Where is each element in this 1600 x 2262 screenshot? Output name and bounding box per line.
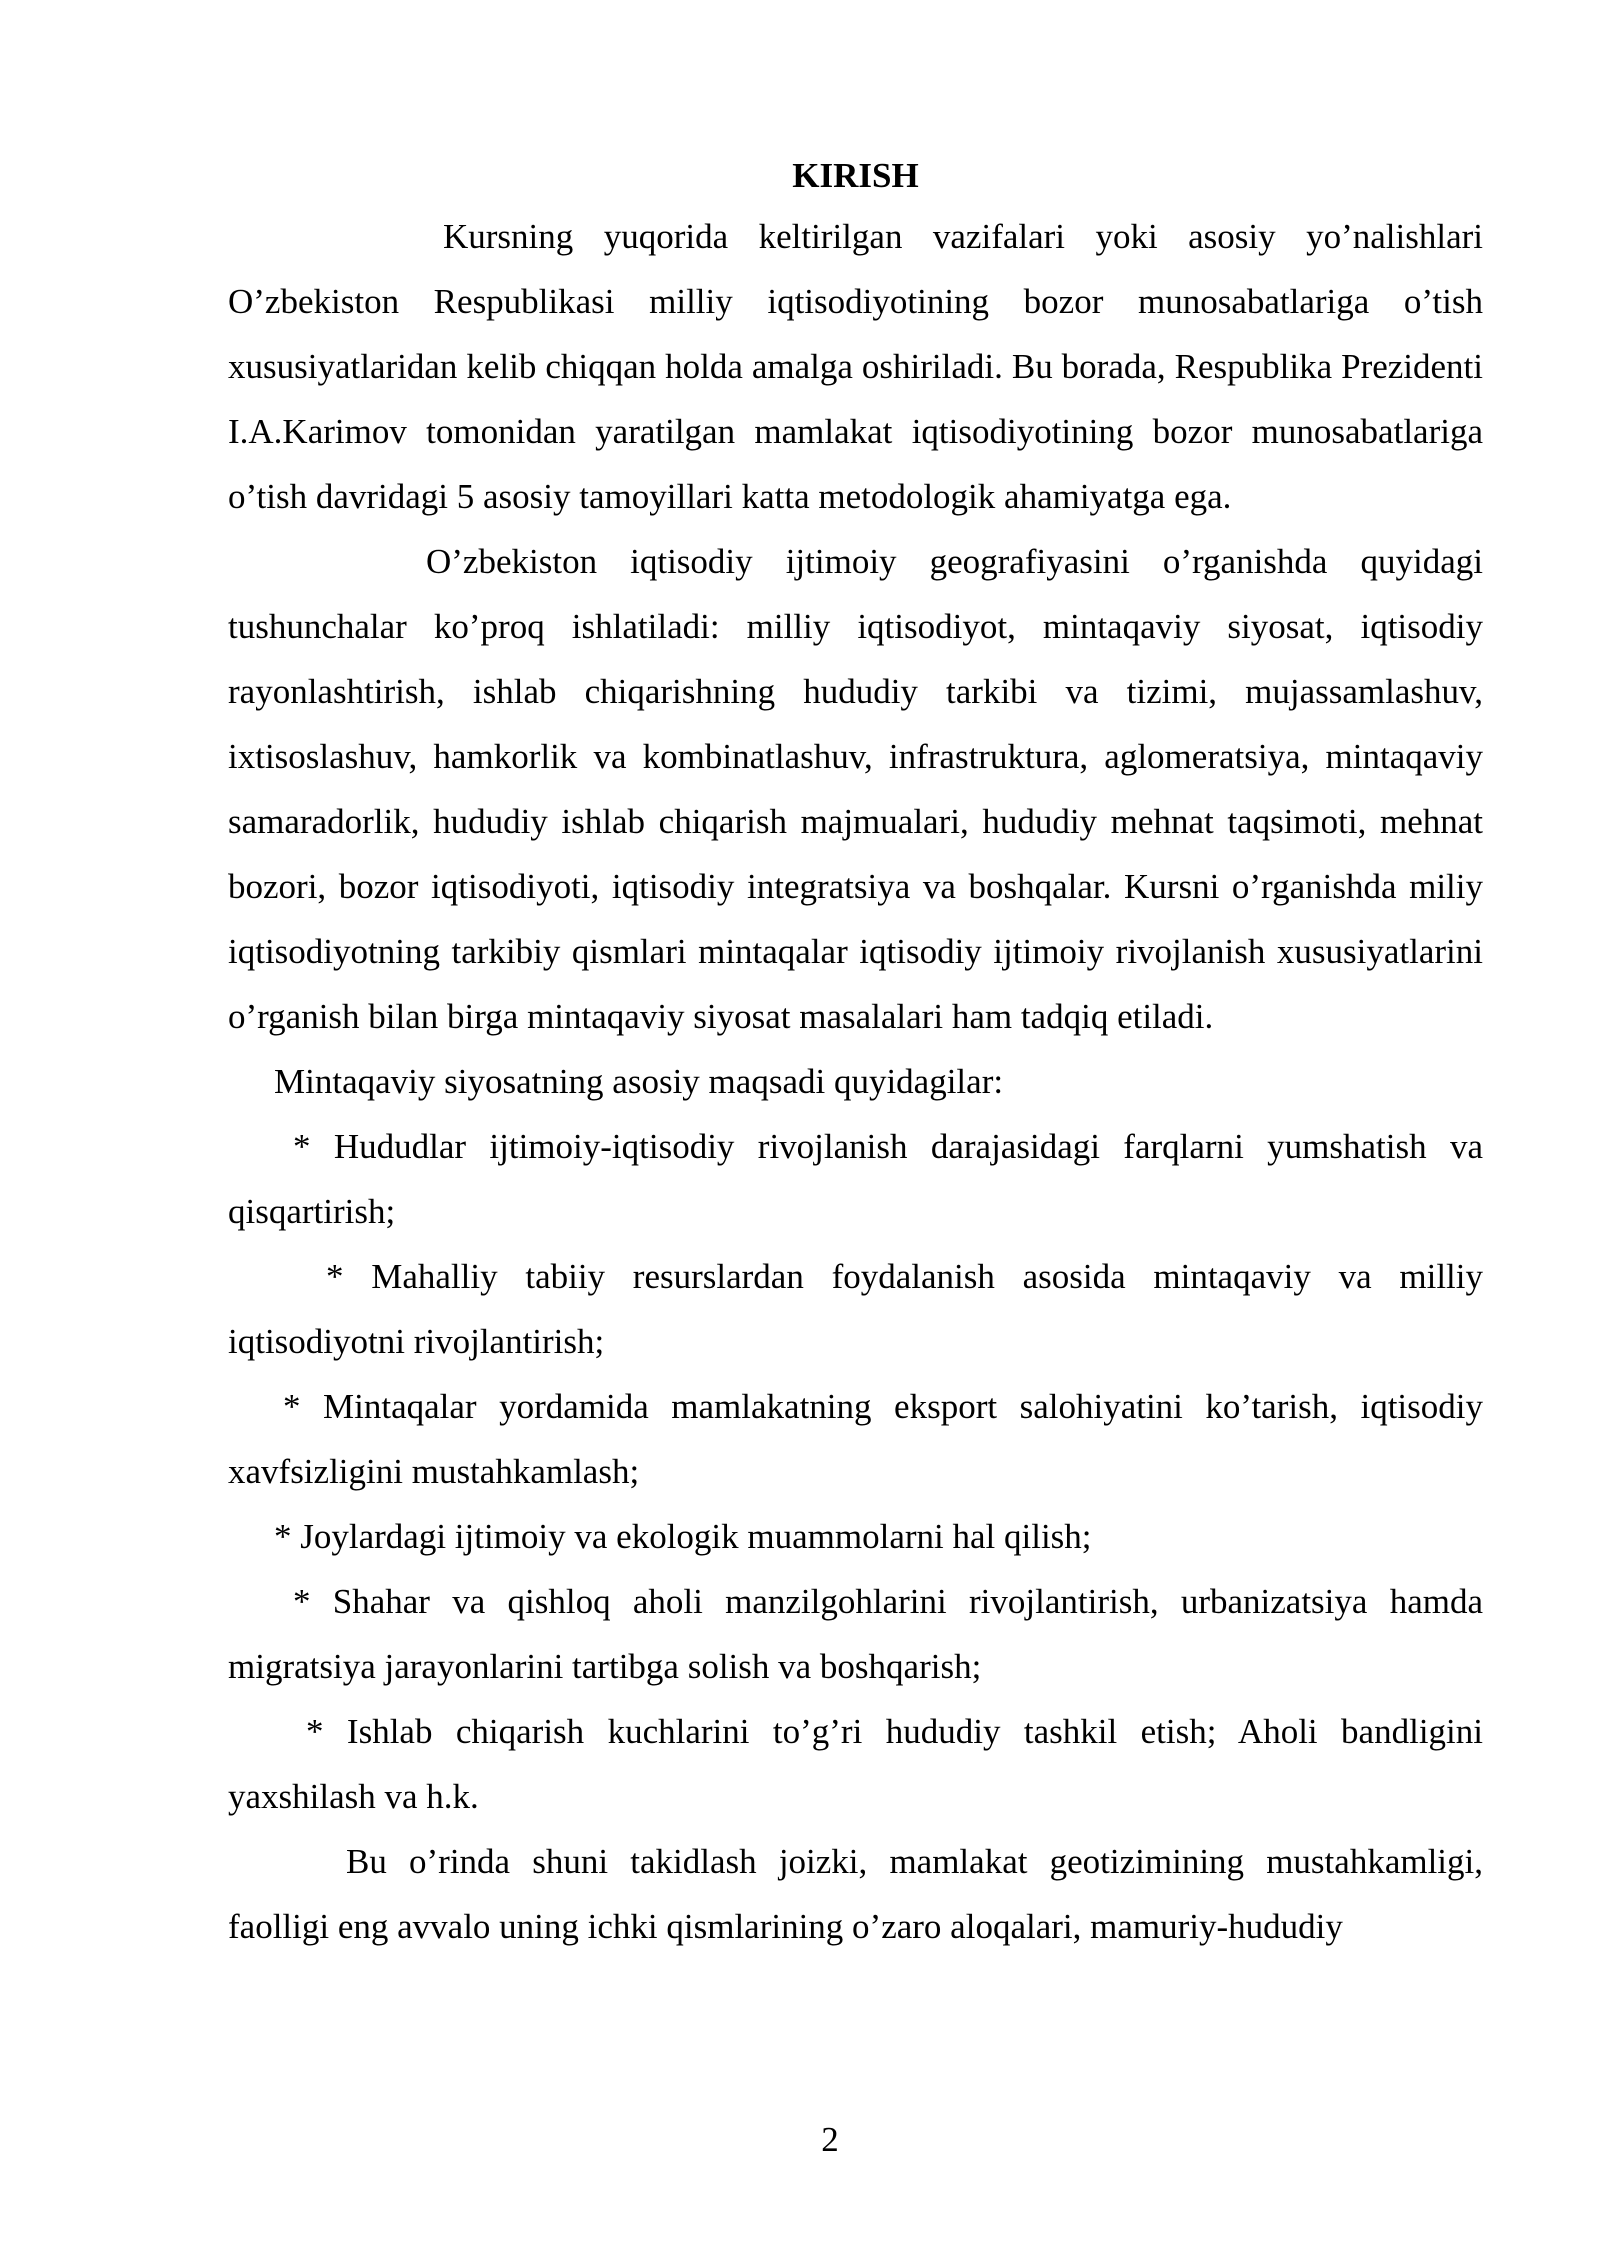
goal-bullet-2: * Mahalliy tabiiy resurslardan foydalanish asosida mintaqaviy va milliy iqtisodiyotni rivojlantirish; <box>228 1257 1483 1361</box>
goals-heading-paragraph: Mintaqaviy siyosatning asosiy maqsadi quyidagilar: <box>274 1062 1004 1101</box>
closing-paragraph: Bu o’rinda shuni takidlash joizki, mamlakat geotizimining mustahkamligi, faolligi eng avvalo uning ichki qismlarining o’zaro aloqalari, mamuriy-hududiy <box>228 1842 1483 1946</box>
page-number: 2 <box>821 2120 839 2159</box>
section-title: KIRISH <box>792 156 919 195</box>
concepts-paragraph: O’zbekiston iqtisodiy ijtimoiy geografiyasini o’rganishda quyidagi tushunchalar ko’proq ishlatiladi: milliy iqtisodiyot, mintaqaviy siyosat, iqtisodiy rayonlashtirish, ishlab chiqarishning hududiy tarkibi va tizimi, mujassamlashuv, ixtisoslashuv, hamkorlik va kombinatlashuv, infrastruktura, aglomeratsiya, mintaqaviy samaradorlik, hududiy ishlab chiqarish majmualari, hududiy mehnat taqsimoti, mehnat bozori, bozor iqtisodiyoti, iqtisodiy integratsiya va boshqalar. Kursni o’rganishda miliy iqtisodiyotning tarkibiy qismlari mintaqalar iqtisodiy ijtimoiy rivojlanish xususiyatlarini o’rganish bilan birga mintaqaviy siyosat masalalari ham tadqiq etiladi. <box>228 542 1483 1036</box>
goal-bullet-5: * Shahar va qishloq aholi manzilgohlarini rivojlantirish, urbanizatsiya hamda migratsiya jarayonlarini tartibga solish va boshqarish; <box>228 1582 1483 1686</box>
page-content <box>228 148 1483 1959</box>
goal-bullet-4: * Joylardagi ijtimoiy va ekologik muammolarni hal qilish; <box>274 1517 1092 1556</box>
intro-paragraph: Kursning yuqorida keltirilgan vazifalari yoki asosiy yo’nalishlari O’zbekiston Respublikasi milliy iqtisodiyotining bozor munosabatlariga o’tish xususiyatlaridan kelib chiqqan holda amalga oshiriladi. Bu borada, Respublika Prezidenti I.A.Karimov tomonidan yaratilgan mamlakat iqtisodiyotining bozor munosabatlariga o’tish davridagi 5 asosiy tamoyillari katta metodologik ahamiyatga ega. <box>228 217 1483 516</box>
goal-bullet-1: * Hududlar ijtimoiy-iqtisodiy rivojlanish darajasidagi farqlarni yumshatish va qisqartirish; <box>228 1127 1483 1231</box>
goal-bullet-3: * Mintaqalar yordamida mamlakatning eksport salohiyatini ko’tarish, iqtisodiy xavfsizligini mustahkamlash; <box>228 1387 1483 1491</box>
goal-bullet-6: * Ishlab chiqarish kuchlarini to’g’ri hududiy tashkil etish; Aholi bandligini yaxshilash va h.k. <box>228 1712 1483 1816</box>
